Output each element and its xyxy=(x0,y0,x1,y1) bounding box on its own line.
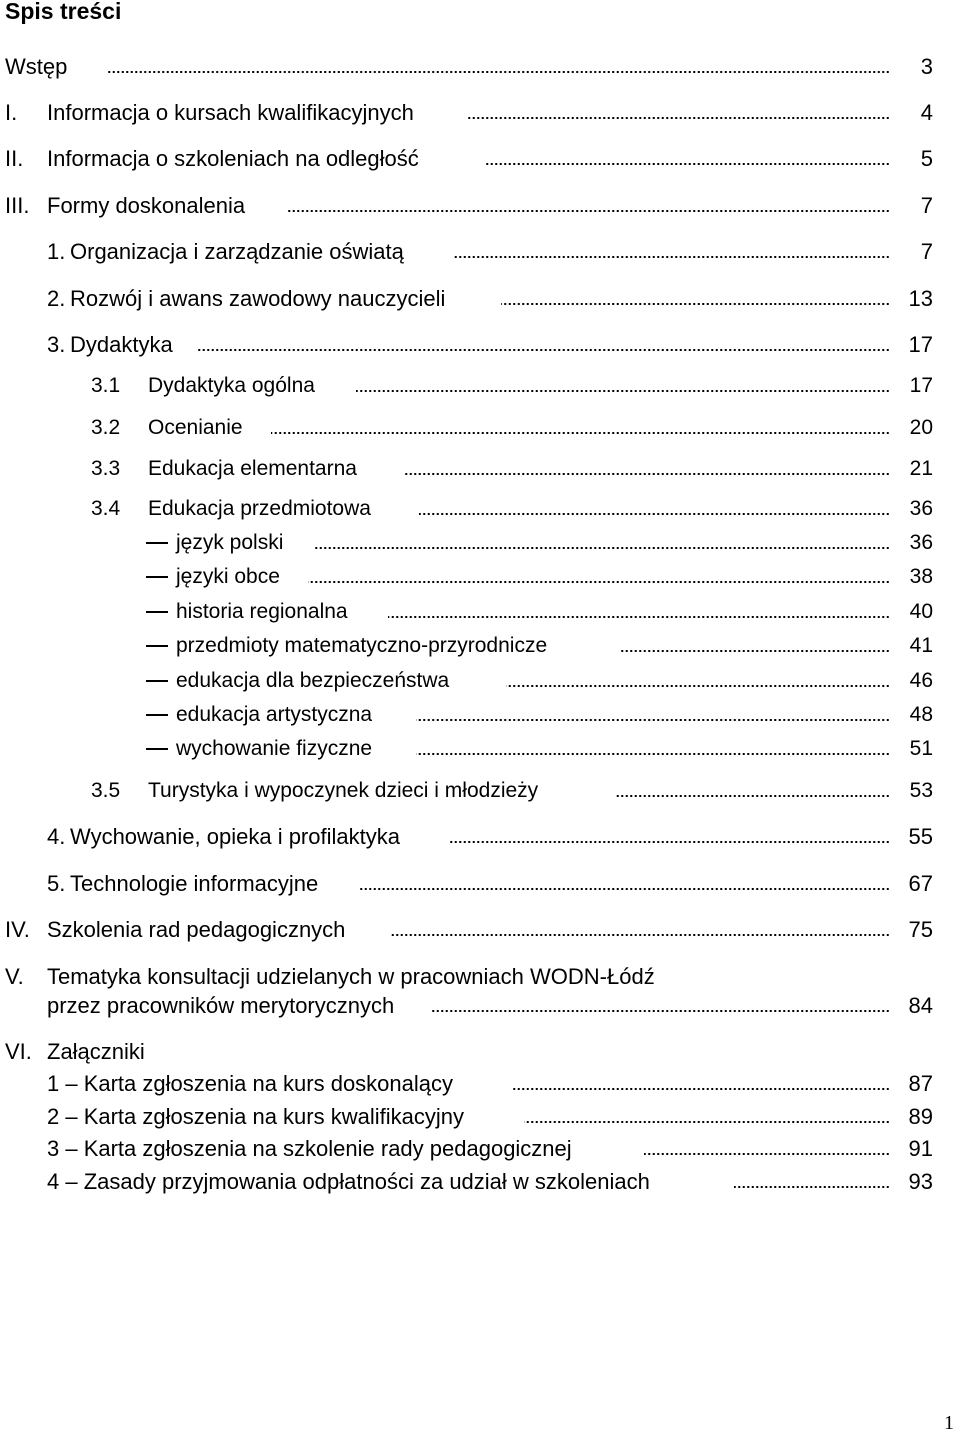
toc-entry-page: 4 xyxy=(920,100,933,125)
dot-leader xyxy=(419,493,890,517)
toc-entry xyxy=(0,329,960,361)
dash-bullet-icon xyxy=(146,611,168,613)
toc-entry-number: 4. xyxy=(47,824,66,849)
toc-entry-number: II. xyxy=(5,146,24,171)
toc-entry-page: 3 xyxy=(920,54,933,79)
toc-entry xyxy=(0,914,960,946)
toc-entry xyxy=(0,630,960,662)
dot-leader xyxy=(484,143,890,167)
toc-entry-page: 46 xyxy=(909,669,933,692)
toc-entry-label: przedmioty matematyczno-przyrodnicze xyxy=(176,634,548,657)
dot-leader xyxy=(196,329,890,353)
dot-leader xyxy=(313,527,890,551)
dot-leader xyxy=(308,561,890,585)
toc-entry-label: Informacja o szkoleniach na odległość xyxy=(47,146,419,171)
dash-bullet-icon xyxy=(146,748,168,750)
dot-leader xyxy=(621,630,890,654)
dot-leader xyxy=(506,665,890,689)
toc-entry xyxy=(0,1068,960,1100)
toc-entry-label: Szkolenia rad pedagogicznych xyxy=(47,917,346,942)
toc-entry-page: 38 xyxy=(909,565,933,588)
toc-entry-number: 3.2 xyxy=(91,416,121,439)
dot-leader xyxy=(358,868,890,892)
toc-entry-page: 67 xyxy=(908,871,933,896)
toc-entry xyxy=(0,453,960,485)
dot-leader xyxy=(416,733,890,757)
toc-entry xyxy=(0,1101,960,1133)
toc-entry-label: Wychowanie, opieka i profilaktyka xyxy=(70,824,400,849)
toc-entry-page: 84 xyxy=(908,993,933,1018)
dash-bullet-icon xyxy=(146,680,168,682)
toc-entry-label: Edukacja przedmiotowa xyxy=(148,497,371,520)
toc-entry-label: historia regionalna xyxy=(176,600,348,623)
toc-entry xyxy=(0,775,960,807)
toc-entry xyxy=(0,236,960,268)
toc-entry xyxy=(0,190,960,222)
toc-entry-page: 7 xyxy=(920,239,933,264)
dot-leader xyxy=(390,914,890,938)
toc-entry-number: I. xyxy=(5,100,18,125)
toc-entry-page: 41 xyxy=(909,634,933,657)
toc-entry-number: 3.3 xyxy=(91,457,121,480)
toc-entry xyxy=(0,699,960,731)
toc-entry-label: Ocenianie xyxy=(148,416,243,439)
toc-entry xyxy=(0,821,960,853)
dot-leader xyxy=(416,699,890,723)
toc-entry-label: Załączniki xyxy=(47,1039,145,1064)
dot-leader xyxy=(524,1101,890,1125)
dot-leader xyxy=(511,1068,890,1092)
dash-bullet-icon xyxy=(146,542,168,544)
toc-entry-label: Dydaktyka xyxy=(70,332,173,357)
dot-leader xyxy=(454,236,890,260)
dash-bullet-icon xyxy=(146,576,168,578)
dot-leader xyxy=(616,775,890,799)
toc-entry xyxy=(0,412,960,444)
toc-entry-number: 3.5 xyxy=(91,779,121,802)
toc-entry-page: 87 xyxy=(908,1071,933,1096)
toc-entry-label: Formy doskonalenia xyxy=(47,193,246,218)
toc-entry xyxy=(0,527,960,559)
toc-entry-label: edukacja artystyczna xyxy=(176,703,373,726)
toc-entry xyxy=(0,990,960,1022)
toc-entry-page: 5 xyxy=(920,146,933,171)
toc-entry-page: 36 xyxy=(909,531,933,554)
toc-entry xyxy=(0,370,960,402)
toc-entry xyxy=(0,733,960,765)
toc-entry-page: 51 xyxy=(909,737,933,760)
dash-bullet-icon xyxy=(146,714,168,716)
toc-entry-label: 2 – Karta zgłoszenia na kurs kwalifikacyjny xyxy=(47,1104,464,1129)
toc-entry xyxy=(0,283,960,315)
toc-entry-number: 3.4 xyxy=(91,497,121,520)
toc-entry-label: 4 – Zasady przyjmowania odpłatności za udział w szkoleniach xyxy=(47,1169,650,1194)
toc-entry xyxy=(0,1036,960,1068)
toc-entry-label: Rozwój i awans zawodowy nauczycieli xyxy=(70,286,446,311)
toc-entry-page: 40 xyxy=(909,600,933,623)
toc-entry xyxy=(0,1133,960,1165)
toc-entry xyxy=(0,596,960,628)
dot-leader xyxy=(108,51,890,75)
toc-entry-number: III. xyxy=(5,193,30,218)
toc-entry-label: Dydaktyka ogólna xyxy=(148,374,315,397)
toc-entry-page: 17 xyxy=(909,374,933,397)
toc-entry-label: Informacja o kursach kwalifikacyjnych xyxy=(47,100,414,125)
toc-entry xyxy=(0,97,960,129)
dot-leader xyxy=(432,990,890,1014)
toc-entry-number: V. xyxy=(5,964,24,989)
toc-entry-label: Edukacja elementarna xyxy=(148,457,357,480)
dot-leader xyxy=(466,97,890,121)
toc-entry-page: 75 xyxy=(908,917,933,942)
toc-entry xyxy=(0,493,960,525)
dot-leader xyxy=(734,1166,890,1190)
toc-entry-number: 2. xyxy=(47,286,66,311)
toc-entry-label: języki obce xyxy=(176,565,280,588)
toc-entry-number: VI. xyxy=(5,1039,32,1064)
toc-entry-page: 55 xyxy=(908,824,933,849)
toc-entry xyxy=(0,143,960,175)
toc-entry-label: Organizacja i zarządzanie oświatą xyxy=(70,239,404,264)
toc-entry xyxy=(0,51,960,83)
toc-entry-page: 17 xyxy=(908,332,933,357)
toc-entry-page: 91 xyxy=(908,1136,933,1161)
toc-entry-page: 89 xyxy=(908,1104,933,1129)
toc-entry xyxy=(0,868,960,900)
toc-entry-page: 7 xyxy=(920,193,933,218)
dot-leader xyxy=(448,821,890,845)
toc-entry-label: Technologie informacyjne xyxy=(70,871,319,896)
toc-entry-number: IV. xyxy=(5,917,30,942)
toc-entry-page: 93 xyxy=(908,1169,933,1194)
page-number: 1 xyxy=(944,1412,954,1434)
toc-entry-page: 36 xyxy=(909,497,933,520)
toc-entry xyxy=(0,1166,960,1198)
dot-leader xyxy=(356,370,890,394)
dot-leader xyxy=(404,453,890,477)
toc-entry-label: Turystyka i wypoczynek dzieci i młodzieży xyxy=(148,779,539,802)
toc-entry-number: 5. xyxy=(47,871,66,896)
page-title: Spis treści xyxy=(5,0,122,24)
toc-entry-label: edukacja dla bezpieczeństwa xyxy=(176,669,450,692)
toc-entry-page: 13 xyxy=(908,286,933,311)
dot-leader xyxy=(644,1133,890,1157)
toc-entry-label: 1 – Karta zgłoszenia na kurs doskonalący xyxy=(47,1071,454,1096)
toc-entry xyxy=(0,961,960,993)
toc-entry-label: 3 – Karta zgłoszenia na szkolenie rady pedagogicznej xyxy=(47,1136,572,1161)
toc-entry xyxy=(0,561,960,593)
dot-leader xyxy=(271,412,890,436)
toc-entry-number: 3. xyxy=(47,332,66,357)
toc-entry-number: 3.1 xyxy=(91,374,121,397)
toc-entry xyxy=(0,665,960,697)
toc-entry-number: Wstęp xyxy=(5,54,68,79)
toc-entry-label: Tematyka konsultacji udzielanych w pracowniach WODN-Łódź xyxy=(47,964,655,989)
toc-entry-page: 20 xyxy=(909,416,933,439)
dot-leader xyxy=(388,596,890,620)
dot-leader xyxy=(501,283,890,307)
toc-entry-label: język polski xyxy=(176,531,284,554)
toc-entry-page: 48 xyxy=(909,703,933,726)
dash-bullet-icon xyxy=(146,645,168,647)
toc-entry-label: przez pracowników merytorycznych xyxy=(47,993,395,1018)
toc-entry-label: wychowanie fizyczne xyxy=(176,737,373,760)
toc-entry-page: 53 xyxy=(909,779,933,802)
toc-entry-number: 1. xyxy=(47,239,66,264)
dot-leader xyxy=(286,190,890,214)
toc-entry-page: 21 xyxy=(909,457,933,480)
